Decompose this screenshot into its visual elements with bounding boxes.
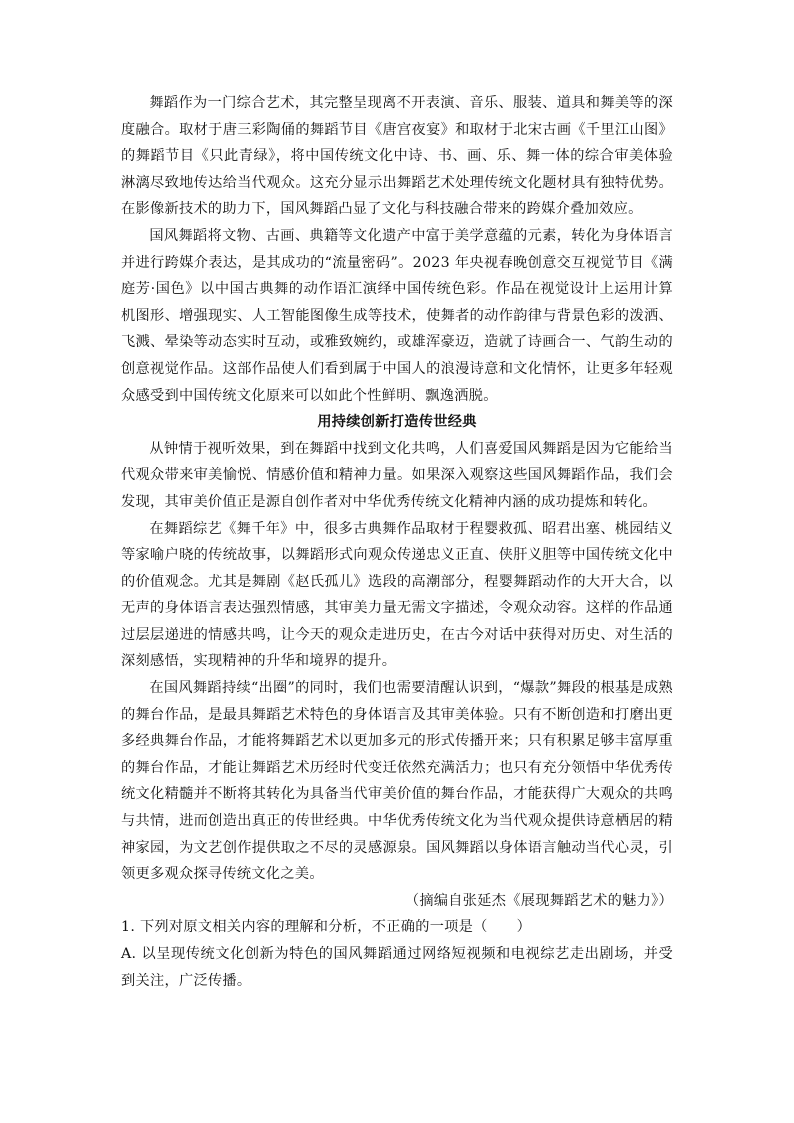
question-stem: 1. 下列对原文相关内容的理解和分析，不正确的一项是（ ） (121, 919, 532, 936)
section-heading: 用持续创新打造传世经典 (317, 414, 477, 431)
article-body (121, 90, 673, 994)
paragraph-3: 从钟情于视听效果，到在舞蹈中找到文化共鸣，人们喜爱国风舞蹈是因为它能给当代观众带来审美愉悦、情感价值和精神力量。如果深入观察这些国风舞蹈作品，我们会发现，其审美价值正是源自创作者对中华优秀传统文化精神内涵的成功提炼和转化。 (121, 440, 673, 510)
paragraph-2: 国风舞蹈将文物、古画、典籍等文化遗产中富于美学意蕴的元素，转化为身体语言并进行跨媒介表达，是其成功的“流量密码”。2023 年央视春晚创意交互视觉节目《满庭芳·国色》以中国古典舞的动作语汇演绎中国传统色彩。作品在视觉设计上运用计算机图形、增强现实、人工智能图像生成等技术，使舞者的动作韵律与背景色彩的泼洒、飞溅、晕染等动态实时互动，或雅致婉约，或雄浑豪迈，造就了诗画合一、气韵生动的创意视觉作品。这部作品使人们看到属于中国人的浪漫诗意和文化情怀，让更多年轻观众感受到中国传统文化原来可以如此个性鲜明、飘逸洒脱。 (121, 227, 673, 404)
option-a: A. 以呈现传统文化创新为特色的国风舞蹈通过网络短视频和电视综艺走出剧场，并受到关注，广泛传播。 (121, 946, 673, 989)
source-citation: （摘编自张延杰《展现舞蹈艺术的魅力》） (404, 892, 673, 909)
paragraph-1: 舞蹈作为一门综合艺术，其完整呈现离不开表演、音乐、服装、道具和舞美等的深度融合。取材于唐三彩陶俑的舞蹈节目《唐宫夜宴》和取材于北宋古画《千里江山图》的舞蹈节目《只此青绿》，将中国传统文化中诗、书、画、乐、舞一体的综合审美体验淋漓尽致地传达给当代观众。这充分显示出舞蹈艺术处理传统文化题材具有独特优势。在影像新技术的助力下，国风舞蹈凸显了文化与科技融合带来的跨媒介叠加效应。 (121, 95, 673, 218)
paragraph-5: 在国风舞蹈持续“出圈”的同时，我们也需要清醒认识到，“爆款”舞段的根基是成熟的舞台作品，是最具舞蹈艺术特色的身体语言及其审美体验。只有不断创造和打磨出更多经典舞台作品，才能将舞蹈艺术以更加多元的形式传播开来；只有积累足够丰富厚重的舞台作品，才能让舞蹈艺术历经时代变迁依然充满活力；也只有充分领悟中华优秀传统文化精髓并不断将其转化为具备当代审美价值的舞台作品，才能获得广大观众的共鸣与共情，进而创造出真正的传世经典。中华优秀传统文化为当代观众提供诗意栖居的精神家园，为文艺创作提供取之不尽的灵感源泉。国风舞蹈以身体语言触动当代心灵，引领更多观众探寻传统文化之美。 (121, 680, 673, 883)
paragraph-4: 在舞蹈综艺《舞千年》中，很多古典舞作品取材于程婴救孤、昭君出塞、桃园结义等家喻户晓的传统故事，以舞蹈形式向观众传递忠义正直、侠肝义胆等中国传统文化中的价值观念。尤其是舞剧《赵氏孤儿》选段的高潮部分，程婴舞蹈动作的大开大合，以无声的身体语言表达强烈情感，其审美力量无需文字描述，令观众动容。这样的作品通过层层递进的情感共鸣，让今天的观众走进历史，在古今对话中获得对历史、对生活的深刻感悟，实现精神的升华和境界的提升。 (121, 520, 673, 670)
